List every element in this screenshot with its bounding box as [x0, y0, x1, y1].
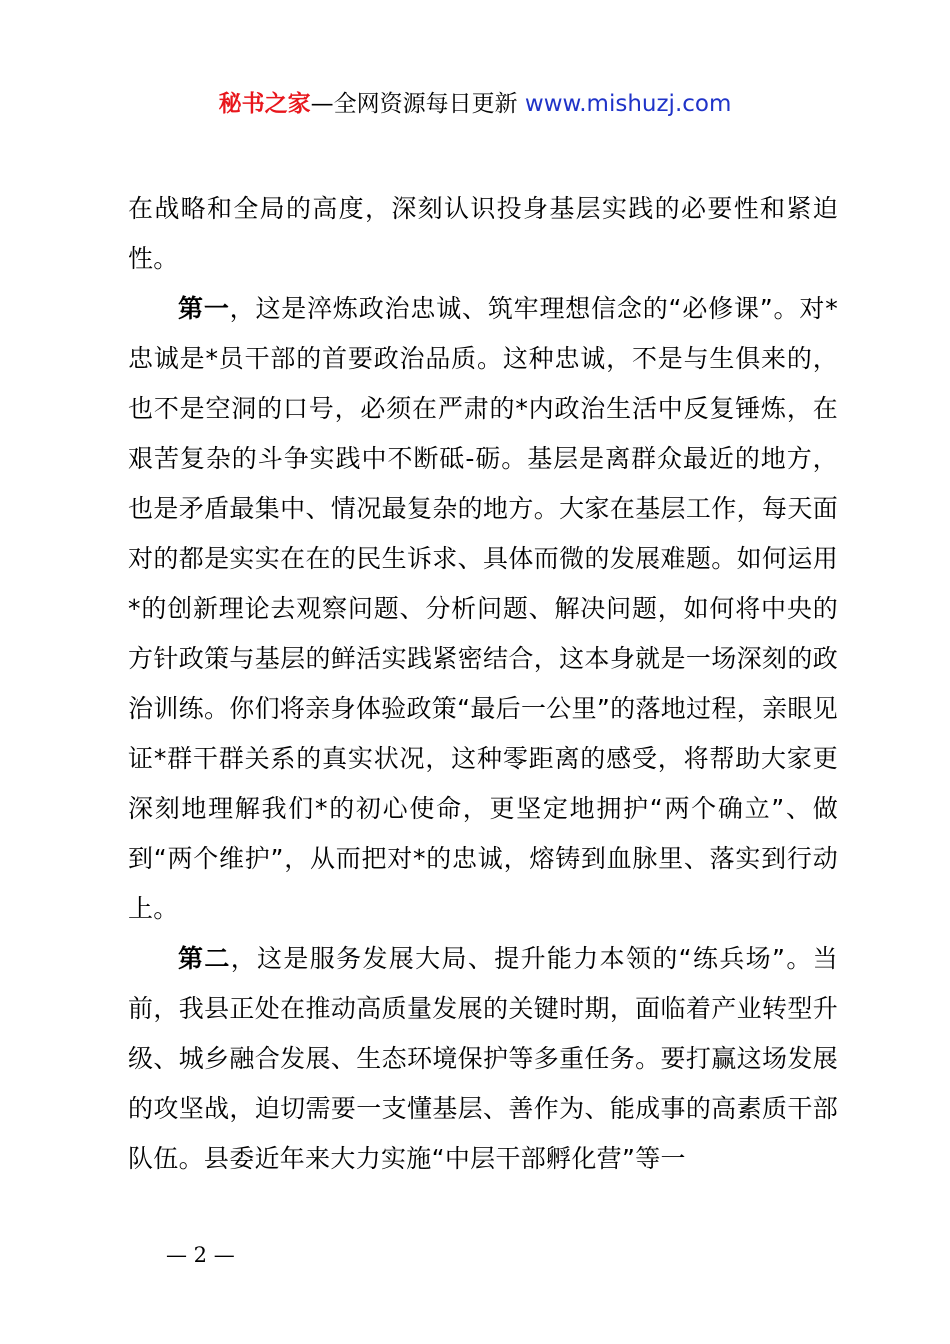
paragraph-first-point: [128, 284, 838, 934]
header-tagline: —全网资源每日更新: [310, 91, 525, 117]
document-header: [0, 88, 950, 120]
paragraph-continuation: [128, 184, 838, 284]
paragraph-lead-first: 第一: [178, 294, 230, 323]
paragraph-text: ，这是淬炼政治忠诚、筑牢理想信念的“必修课”。对*忠诚是*员干部的首要政治品质。这种忠诚，不是与生俱来的，也不是空洞的口号，必须在严肃的*内政治生活中反复锤炼，在艰苦复杂的斗争实践中不断砥-砺。基层是离群众最近的地方，也是矛盾最集中、情况最复杂的地方。大家在基层工作，每天面对的都是实实在在的民生诉求、具体而微的发展难题。如何运用*的创新理论去观察问题、分析问题、解决问题，如何将中央的方针政策与基层的鲜活实践紧密结合，这本身就是一场深刻的政治训练。你们将亲身体验政策“最后一公里”的落地过程，亲眼见证*群干群关系的真实状况，这种零距离的感受，将帮助大家更深刻地理解我们*的初心使命，更坚定地拥护“两个确立”、做到“两个维护”，从而把对*的忠诚，熔铸到血脉里、落实到行动上。: [128, 294, 838, 923]
document-body: [128, 184, 838, 1184]
paragraph-second-point: [128, 934, 838, 1184]
header-url[interactable]: www.mishuzj.com: [524, 91, 732, 117]
paragraph-text: ，这是服务发展大局、提升能力本领的“练兵场”。当前，我县正处在推动高质量发展的关键时期，面临着产业转型升级、城乡融合发展、生态环境保护等多重任务。要打赢这场发展的攻坚战，迫切需要一支懂基层、善作为、能成事的高素质干部队伍。县委近年来大力实施“中层干部孵化营”等一: [128, 944, 838, 1173]
header-brand: 秘书之家: [218, 91, 311, 117]
paragraph-lead-second: 第二: [178, 944, 231, 973]
paragraph-text: 在战略和全局的高度，深刻认识投身基层实践的必要性和紧迫性。: [128, 194, 838, 273]
page-number: — 2 —: [166, 1243, 235, 1267]
